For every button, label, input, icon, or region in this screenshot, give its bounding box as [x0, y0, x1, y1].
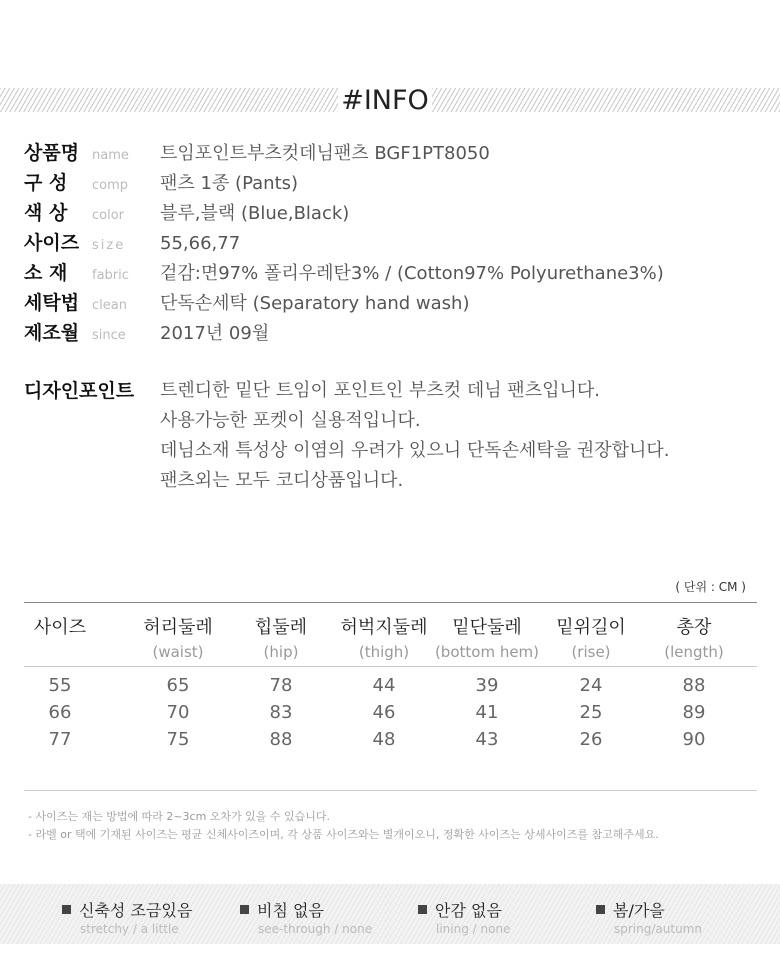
note-line: - 사이즈는 재는 방법에 따라 2~3cm 오차가 있을 수 있습니다.: [28, 810, 331, 823]
table-row: [24, 675, 757, 702]
column-header-ko: 힙둘레: [254, 617, 308, 638]
info-label: 소 재: [24, 262, 68, 284]
table-cell: 66: [48, 702, 72, 723]
design-point-lines: [160, 376, 760, 496]
size-table-body: [24, 667, 757, 791]
column-header: [430, 613, 544, 661]
table-cell: 43: [475, 729, 499, 750]
column-header: [24, 613, 96, 639]
info-label: 상품명: [24, 142, 80, 164]
design-line: 트렌디한 밑단 트임이 포인트인 부츠컷 데님 팬츠입니다.: [160, 380, 600, 401]
feature-label: 비침 없음: [257, 901, 324, 920]
feature-label: 안감 없음: [435, 901, 502, 920]
info-value: 팬츠 1종 (Pants): [160, 173, 299, 194]
title-band: [0, 85, 780, 116]
info-value: 단독손세탁 (Separatory hand wash): [160, 293, 470, 314]
column-header-ko: 허벅지둘레: [340, 617, 428, 638]
column-header-en: (hip): [263, 643, 299, 661]
table-cell: 70: [166, 702, 190, 723]
table-cell: 78: [269, 675, 293, 696]
column-header-en: (bottom hem): [434, 643, 540, 661]
info-value: 트임포인트부츠컷데님팬츠 BGF1PT8050: [160, 143, 490, 164]
column-header-en: (waist): [152, 643, 204, 661]
feature-seethrough: [240, 898, 372, 936]
column-header-en: (rise): [571, 643, 611, 661]
size-table-header: [24, 603, 757, 667]
column-header-ko: 밑단둘레: [452, 617, 522, 638]
info-label: 구 성: [24, 172, 68, 194]
info-sublabel: comp: [92, 178, 129, 193]
note-line: - 라벨 or 택에 기재된 사이즈는 평균 신체사이즈이며, 각 상품 사이즈와는 별개이오니, 정확한 사이즈는 상세사이즈를 참고해주세요.: [28, 828, 659, 841]
column-header: [134, 613, 222, 661]
table-cell: 25: [579, 702, 603, 723]
info-sublabel: since: [92, 328, 126, 343]
info-row-name: [24, 138, 664, 168]
table-cell: 90: [682, 729, 706, 750]
column-header: [654, 613, 734, 661]
table-cell: 44: [372, 675, 396, 696]
table-cell: 83: [269, 702, 293, 723]
table-cell: 88: [682, 675, 706, 696]
table-cell: 88: [269, 729, 293, 750]
table-cell: 26: [579, 729, 603, 750]
column-header-en: (thigh): [358, 643, 410, 661]
column-header: [334, 613, 434, 661]
feature-sublabel: lining / none: [436, 922, 511, 936]
design-point-label: 디자인포인트: [24, 380, 135, 402]
table-cell: 41: [475, 702, 499, 723]
design-line: 사용가능한 포켓이 실용적입니다.: [160, 410, 421, 431]
unit-label: ( 단위 : CM ): [675, 580, 746, 594]
info-label: 색 상: [24, 202, 68, 224]
feature-season: [596, 898, 702, 936]
table-cell: 48: [372, 729, 396, 750]
hatch-right: [432, 88, 780, 112]
column-header-ko: 허리둘레: [143, 617, 213, 638]
square-bullet-icon: [62, 905, 71, 914]
design-line: 팬츠외는 모두 코디상품입니다.: [160, 470, 404, 491]
info-value: 2017년 09월: [160, 323, 270, 344]
product-info: [24, 138, 664, 348]
table-cell: 75: [166, 729, 190, 750]
info-row-size: [24, 228, 664, 258]
info-label: 제조월: [24, 322, 80, 344]
info-value: 55,66,77: [160, 233, 241, 254]
table-cell: 55: [48, 675, 72, 696]
feature-lining: [418, 898, 510, 936]
size-table: [24, 602, 757, 791]
column-header: [246, 613, 316, 661]
info-row-color: [24, 198, 664, 228]
feature-label: 봄/가을: [613, 901, 665, 920]
info-label: 세탁법: [24, 292, 80, 314]
table-cell: 65: [166, 675, 190, 696]
square-bullet-icon: [240, 905, 249, 914]
table-cell: 77: [48, 729, 72, 750]
table-cell: 46: [372, 702, 396, 723]
feature-label: 신축성 조금있음: [79, 901, 193, 920]
hatch-left: [0, 88, 338, 112]
info-row-fabric: [24, 258, 664, 288]
square-bullet-icon: [418, 905, 427, 914]
column-header-ko: 밑위길이: [556, 617, 626, 638]
info-label: 사이즈: [24, 232, 80, 254]
feature-sublabel: stretchy / a little: [80, 922, 179, 936]
column-header-ko: 총장: [676, 617, 712, 638]
info-value: 블루,블랙 (Blue,Black): [160, 203, 350, 224]
table-cell: 89: [682, 702, 706, 723]
feature-sublabel: see-through / none: [258, 922, 373, 936]
feature-stretch: [62, 898, 192, 936]
table-row: [24, 729, 757, 756]
info-sublabel: size: [92, 238, 126, 253]
table-row: [24, 702, 757, 729]
info-row-clean: [24, 288, 664, 318]
info-sublabel: color: [92, 208, 125, 223]
info-row-since: [24, 318, 664, 348]
column-header: [546, 613, 636, 661]
size-notes: [28, 808, 659, 844]
column-header-en: (length): [664, 643, 724, 661]
column-header-ko: 사이즈: [33, 617, 87, 638]
info-sublabel: name: [92, 148, 129, 163]
table-cell: 39: [475, 675, 499, 696]
info-value: 겉감:면97% 폴리우레탄3% / (Cotton97% Polyurethane3%): [160, 263, 664, 284]
design-line: 데님소재 특성상 이염의 우려가 있으니 단독손세탁을 권장합니다.: [160, 440, 670, 461]
section-title: #INFO: [341, 85, 429, 116]
square-bullet-icon: [596, 905, 605, 914]
feature-strip: [0, 884, 780, 944]
info-row-comp: [24, 168, 664, 198]
feature-sublabel: spring/autumn: [614, 922, 702, 936]
info-sublabel: clean: [92, 298, 127, 313]
table-cell: 24: [579, 675, 603, 696]
info-sublabel: fabric: [92, 268, 129, 283]
